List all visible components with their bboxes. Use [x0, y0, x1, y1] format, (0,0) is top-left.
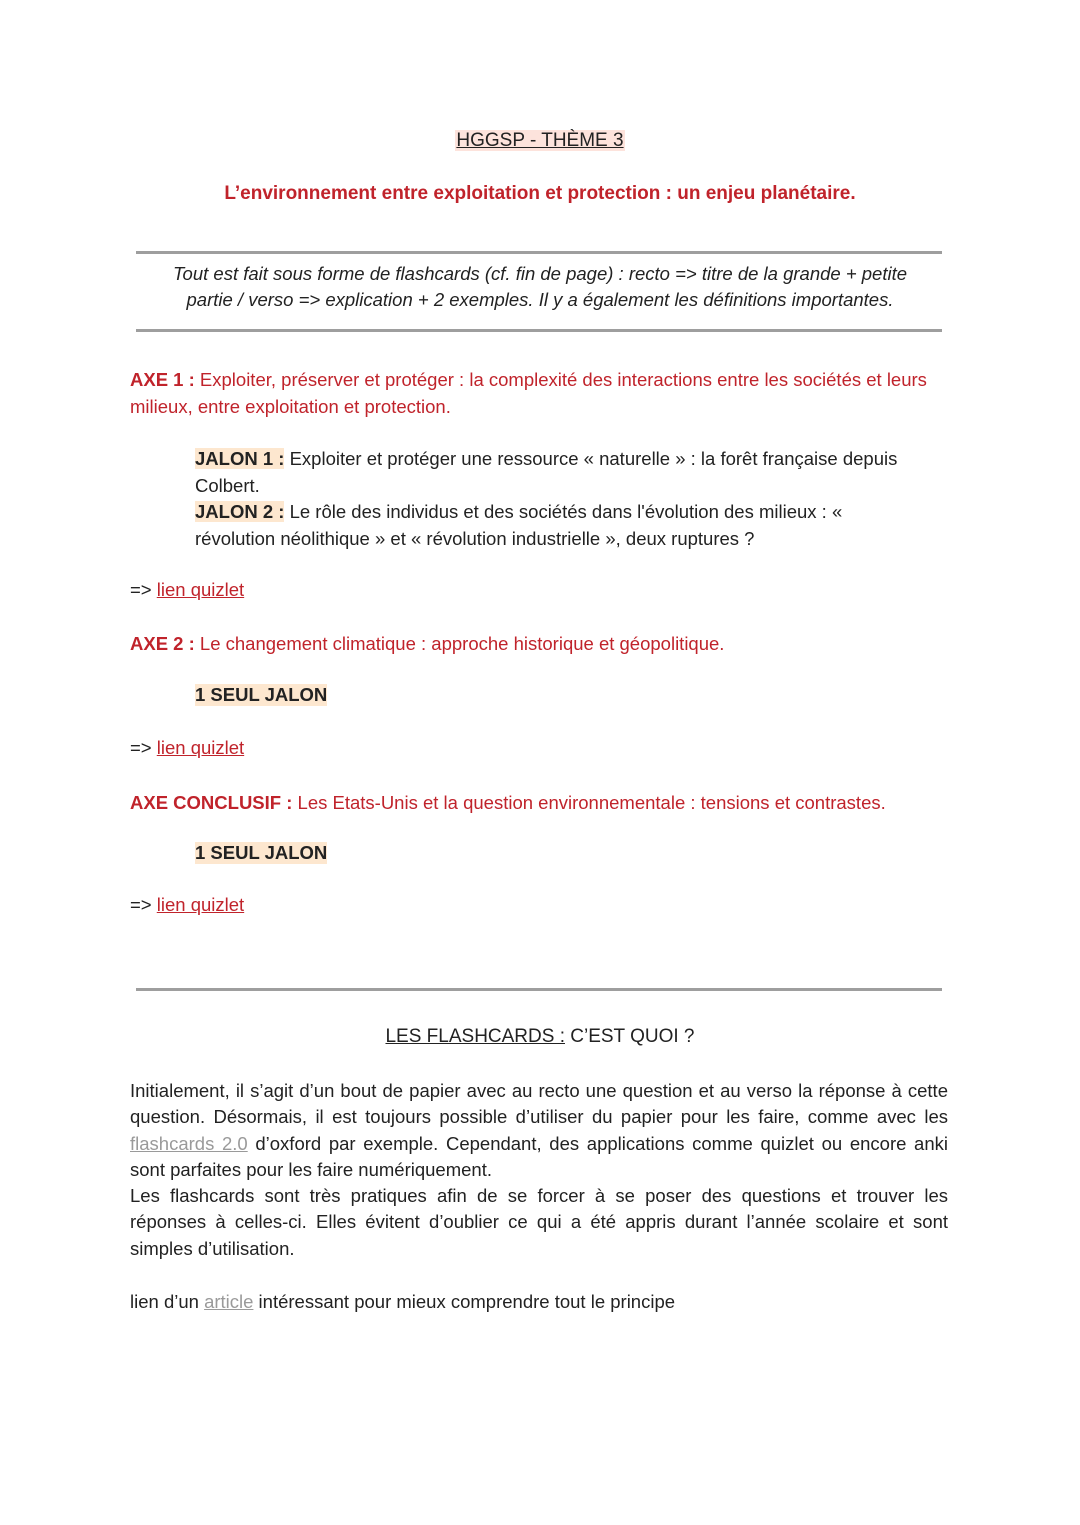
- flashcards-title: [0, 1026, 1080, 1048]
- intro-line-2: partie / verso => explication + 2 exemples. Il y a également les définitions importantes.: [186, 289, 894, 310]
- axe-1-label: AXE 1 :: [130, 369, 195, 390]
- arrow-text: =>: [130, 737, 157, 758]
- intro-note: [140, 261, 940, 313]
- axe-2-link-line: [130, 737, 244, 759]
- flashcards-title-underlined: LES FLASHCARDS :: [385, 1026, 565, 1047]
- axe-conclusif-label: AXE CONCLUSIF :: [130, 792, 293, 813]
- flashcards-paragraph-2: Les flashcards sont très pratiques afin de se forcer à se poser des questions et trouver les réponses à celles-ci. Elles évitent d’oublier ce qui a été appris durant l’année scolaire et sont simples d’utilisation.: [130, 1185, 948, 1259]
- axe-1-jalon-2: [195, 499, 915, 552]
- axe-1-text: Exploiter, préserver et protéger : la complexité des interactions entre les sociétés et leurs milieux, entre exploitation et protection.: [130, 369, 927, 417]
- page-subtitle: L’environnement entre exploitation et protection : un enjeu planétaire.: [224, 183, 856, 204]
- axe-conclusif-jalon: 1 SEUL JALON: [195, 842, 328, 863]
- flashcards-oxford-link[interactable]: flashcards 2.0: [130, 1132, 248, 1154]
- article-link[interactable]: article: [204, 1291, 254, 1312]
- axe-2-jalon: 1 SEUL JALON: [195, 684, 328, 705]
- axe-2-heading: [130, 630, 950, 657]
- p3-text-b: intéressant pour mieux comprendre tout le principe: [253, 1291, 676, 1312]
- axe-1-heading: [130, 366, 950, 420]
- page-title: [0, 130, 1080, 152]
- p3-text-a: lien d’un: [130, 1291, 205, 1312]
- divider-intro-bottom: [136, 329, 942, 332]
- page-title-text: HGGSP - THÈME 3: [456, 130, 624, 151]
- flashcards-title-rest: C’EST QUOI ?: [564, 1026, 695, 1047]
- axe-2-text: Le changement climatique : approche historique et géopolitique.: [194, 633, 725, 654]
- divider-top: [136, 251, 942, 254]
- jalon-1-label: JALON 1 :: [195, 448, 285, 469]
- axe-conclusif-quizlet-link[interactable]: lien quizlet: [156, 894, 245, 915]
- intro-line-1: Tout est fait sous forme de flashcards (cf. fin de page) : recto => titre de la grande + petite: [172, 263, 908, 284]
- flashcards-paragraph-1: [130, 1078, 948, 1183]
- axe-2-label: AXE 2 :: [130, 633, 195, 654]
- axe-1-quizlet-link[interactable]: lien quizlet: [156, 579, 245, 600]
- axe-conclusif-heading: [130, 789, 950, 816]
- jalon-1-text: Exploiter et protéger une ressource « naturelle » : la forêt française depuis Colbert.: [195, 448, 898, 496]
- p1-text-b: d’oxford par exemple. Cependant, des applications comme quizlet ou encore anki sont parfaites pour les faire numériquement.: [130, 1132, 948, 1180]
- jalon-2-label: JALON 2 :: [195, 501, 285, 522]
- axe-1-link-line: [130, 579, 244, 601]
- axe-conclusif-text: Les Etats-Unis et la question environnementale : tensions et contrastes.: [292, 792, 886, 813]
- axe-conclusif-link-line: [130, 894, 244, 916]
- axe-2-quizlet-link[interactable]: lien quizlet: [156, 737, 245, 758]
- flashcards-paragraph-3: [130, 1289, 948, 1315]
- arrow-text: =>: [130, 894, 157, 915]
- arrow-text: =>: [130, 579, 157, 600]
- axe-1-jalon-1: [195, 446, 915, 499]
- p1-text-a: Initialement, il s’agit d’un bout de papier avec au recto une question et au verso la réponse à cette question. Désormais, il est toujours possible d’utiliser du papier pour les faire, comme avec les: [130, 1080, 948, 1128]
- divider-flashcards: [136, 988, 942, 991]
- jalon-2-text: Le rôle des individus et des sociétés dans l'évolution des milieux : « révolution néolithique » et « révolution industrielle », deux ruptures ?: [195, 501, 843, 549]
